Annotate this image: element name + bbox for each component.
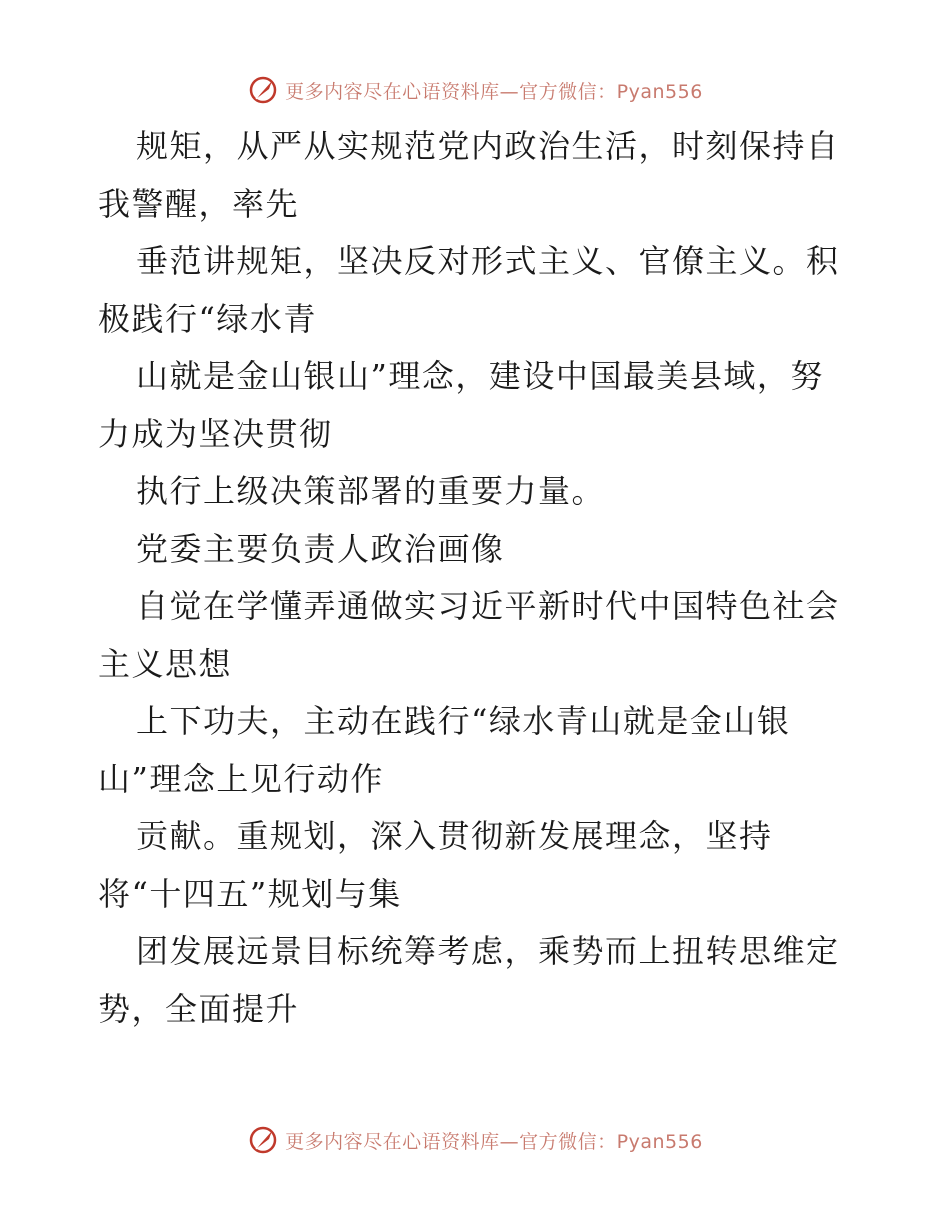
paragraph-line: 山就是金山银山”理念，建设中国最美县域，努 [136,357,824,395]
paragraph [98,348,868,463]
header-banner-text: 更多内容尽在心语资料库—官方微信：Pyan556 [285,80,703,103]
paragraph [98,578,868,693]
quill-circle-icon [247,74,279,106]
paragraph-line: 势，全面提升 [98,989,300,1028]
paragraph-line: 主义思想 [98,644,233,683]
paragraph-line: 力成为坚决贯彻 [98,414,333,453]
paragraph-line: 执行上级决策部署的重要力量。 [136,472,606,510]
paragraph-line: 上下功夫，主动在践行“绿水青山就是金山银 [136,702,791,740]
paragraph [98,118,868,233]
paragraph [98,463,868,521]
paragraph [98,233,868,348]
paragraph-line: 规矩，从严从实规范党内政治生活，时刻保持自 [136,127,840,165]
paragraph-line: 极践行“绿水青 [98,299,317,338]
section-heading [98,521,868,579]
quill-circle-icon [247,1124,279,1156]
document-body [98,118,868,1038]
paragraph-line: 自觉在学懂弄通做实习近平新时代中国特色社会 [136,587,840,625]
paragraph [98,923,868,1038]
paragraph-line: 贡献。重规划，深入贯彻新发展理念，坚持 [136,817,773,855]
paragraph-line: 团发展远景目标统筹考虑，乘势而上扭转思维定 [136,932,840,970]
paragraph [98,808,868,923]
paragraph [98,693,868,808]
footer-banner-text: 更多内容尽在心语资料库—官方微信：Pyan556 [285,1130,703,1153]
paragraph-line: 党委主要负责人政治画像 [136,529,505,568]
paragraph-line: 将“十四五”规划与集 [98,874,402,913]
footer-banner [0,1120,950,1160]
header-banner [0,70,950,110]
paragraph-line: 山”理念上见行动作 [98,759,384,798]
paragraph-line: 垂范讲规矩，坚决反对形式主义、官僚主义。积 [136,242,840,280]
paragraph-line: 我警醒，率先 [98,184,300,223]
